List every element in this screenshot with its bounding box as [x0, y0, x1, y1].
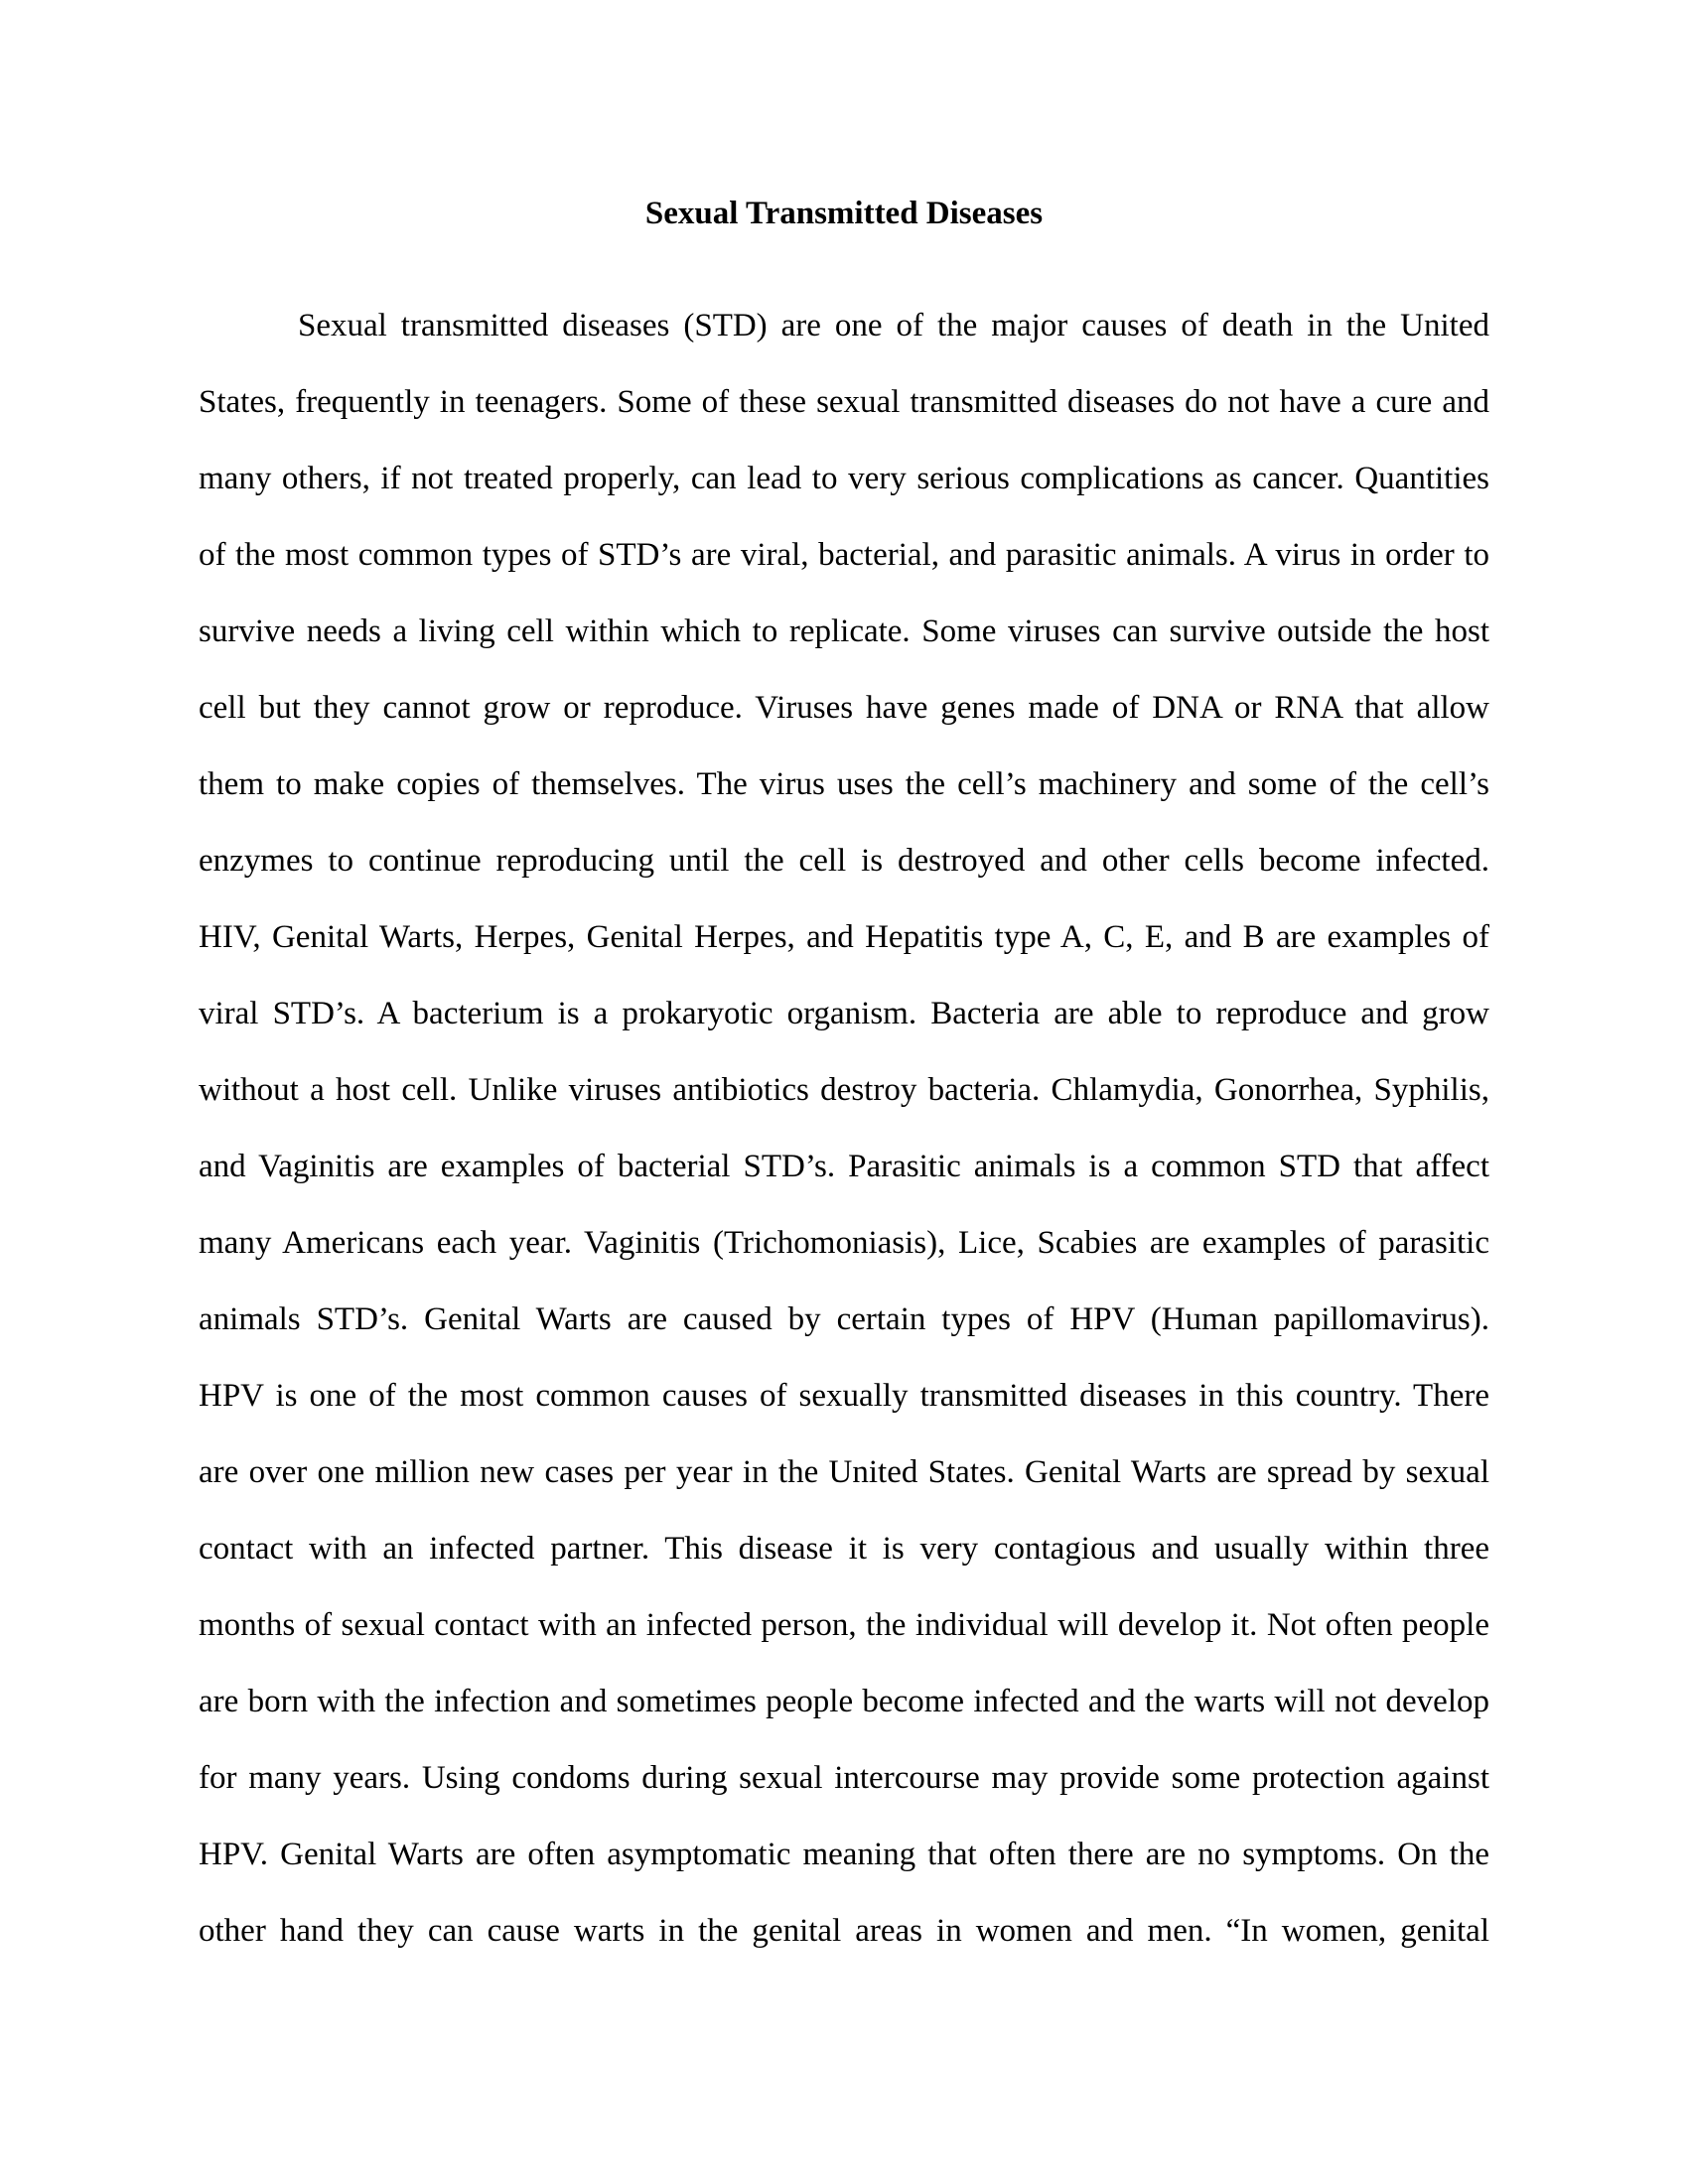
paragraph-line: animals STD’s. Genital Warts are caused by certain types of HPV (Human papillomavirus).: [199, 1301, 1489, 1337]
document-title: Sexual Transmitted Diseases: [644, 196, 1044, 231]
paragraph-line: survive needs a living cell within which to replicate. Some viruses can survive outside the host: [199, 614, 1489, 649]
paragraph-line: without a host cell. Unlike viruses antibiotics destroy bacteria. Chlamydia, Gonorrhea, Syphilis,: [199, 1072, 1489, 1108]
paragraph-line: months of sexual contact with an infected person, the individual will develop it. Not often people: [199, 1607, 1489, 1643]
paragraph-line: of the most common types of STD’s are viral, bacterial, and parasitic animals. A virus in order to: [199, 537, 1489, 573]
paragraph-line: HPV is one of the most common causes of sexually transmitted diseases in this country. There: [199, 1378, 1489, 1414]
paragraph-line: and Vaginitis are examples of bacterial STD’s. Parasitic animals is a common STD that affect: [199, 1149, 1489, 1184]
paragraph-line: enzymes to continue reproducing until the cell is destroyed and other cells become infected.: [199, 843, 1489, 879]
paragraph-line: other hand they can cause warts in the genital areas in women and men. “In women, genital: [199, 1913, 1489, 1949]
paragraph-line: for many years. Using condoms during sexual intercourse may provide some protection against: [199, 1760, 1489, 1796]
document-body: [199, 288, 1489, 1970]
paragraph-line: them to make copies of themselves. The virus uses the cell’s machinery and some of the cell’s: [199, 766, 1489, 802]
paragraph-line: HPV. Genital Warts are often asymptomatic meaning that often there are no symptoms. On the: [199, 1837, 1489, 1872]
paragraph-line: States, frequently in teenagers. Some of these sexual transmitted diseases do not have a cure and: [199, 384, 1489, 420]
paragraph-line: many others, if not treated properly, can lead to very serious complications as cancer. Quantities: [199, 461, 1489, 496]
paragraph-line: are over one million new cases per year in the United States. Genital Warts are spread by sexual: [199, 1454, 1489, 1490]
paragraph-line: Sexual transmitted diseases (STD) are one of the major causes of death in the United: [298, 308, 1489, 343]
paragraph-line: viral STD’s. A bacterium is a prokaryotic organism. Bacteria are able to reproduce and grow: [199, 996, 1489, 1031]
paragraph-line: many Americans each year. Vaginitis (Trichomoniasis), Lice, Scabies are examples of parasitic: [199, 1225, 1489, 1261]
paragraph-line: cell but they cannot grow or reproduce. Viruses have genes made of DNA or RNA that allow: [199, 690, 1489, 726]
paragraph-line: are born with the infection and sometimes people become infected and the warts will not develop: [199, 1684, 1489, 1719]
paragraph-line: contact with an infected partner. This disease it is very contagious and usually within three: [199, 1531, 1489, 1567]
paragraph-line: HIV, Genital Warts, Herpes, Genital Herpes, and Hepatitis type A, C, E, and B are examples of: [199, 919, 1489, 955]
